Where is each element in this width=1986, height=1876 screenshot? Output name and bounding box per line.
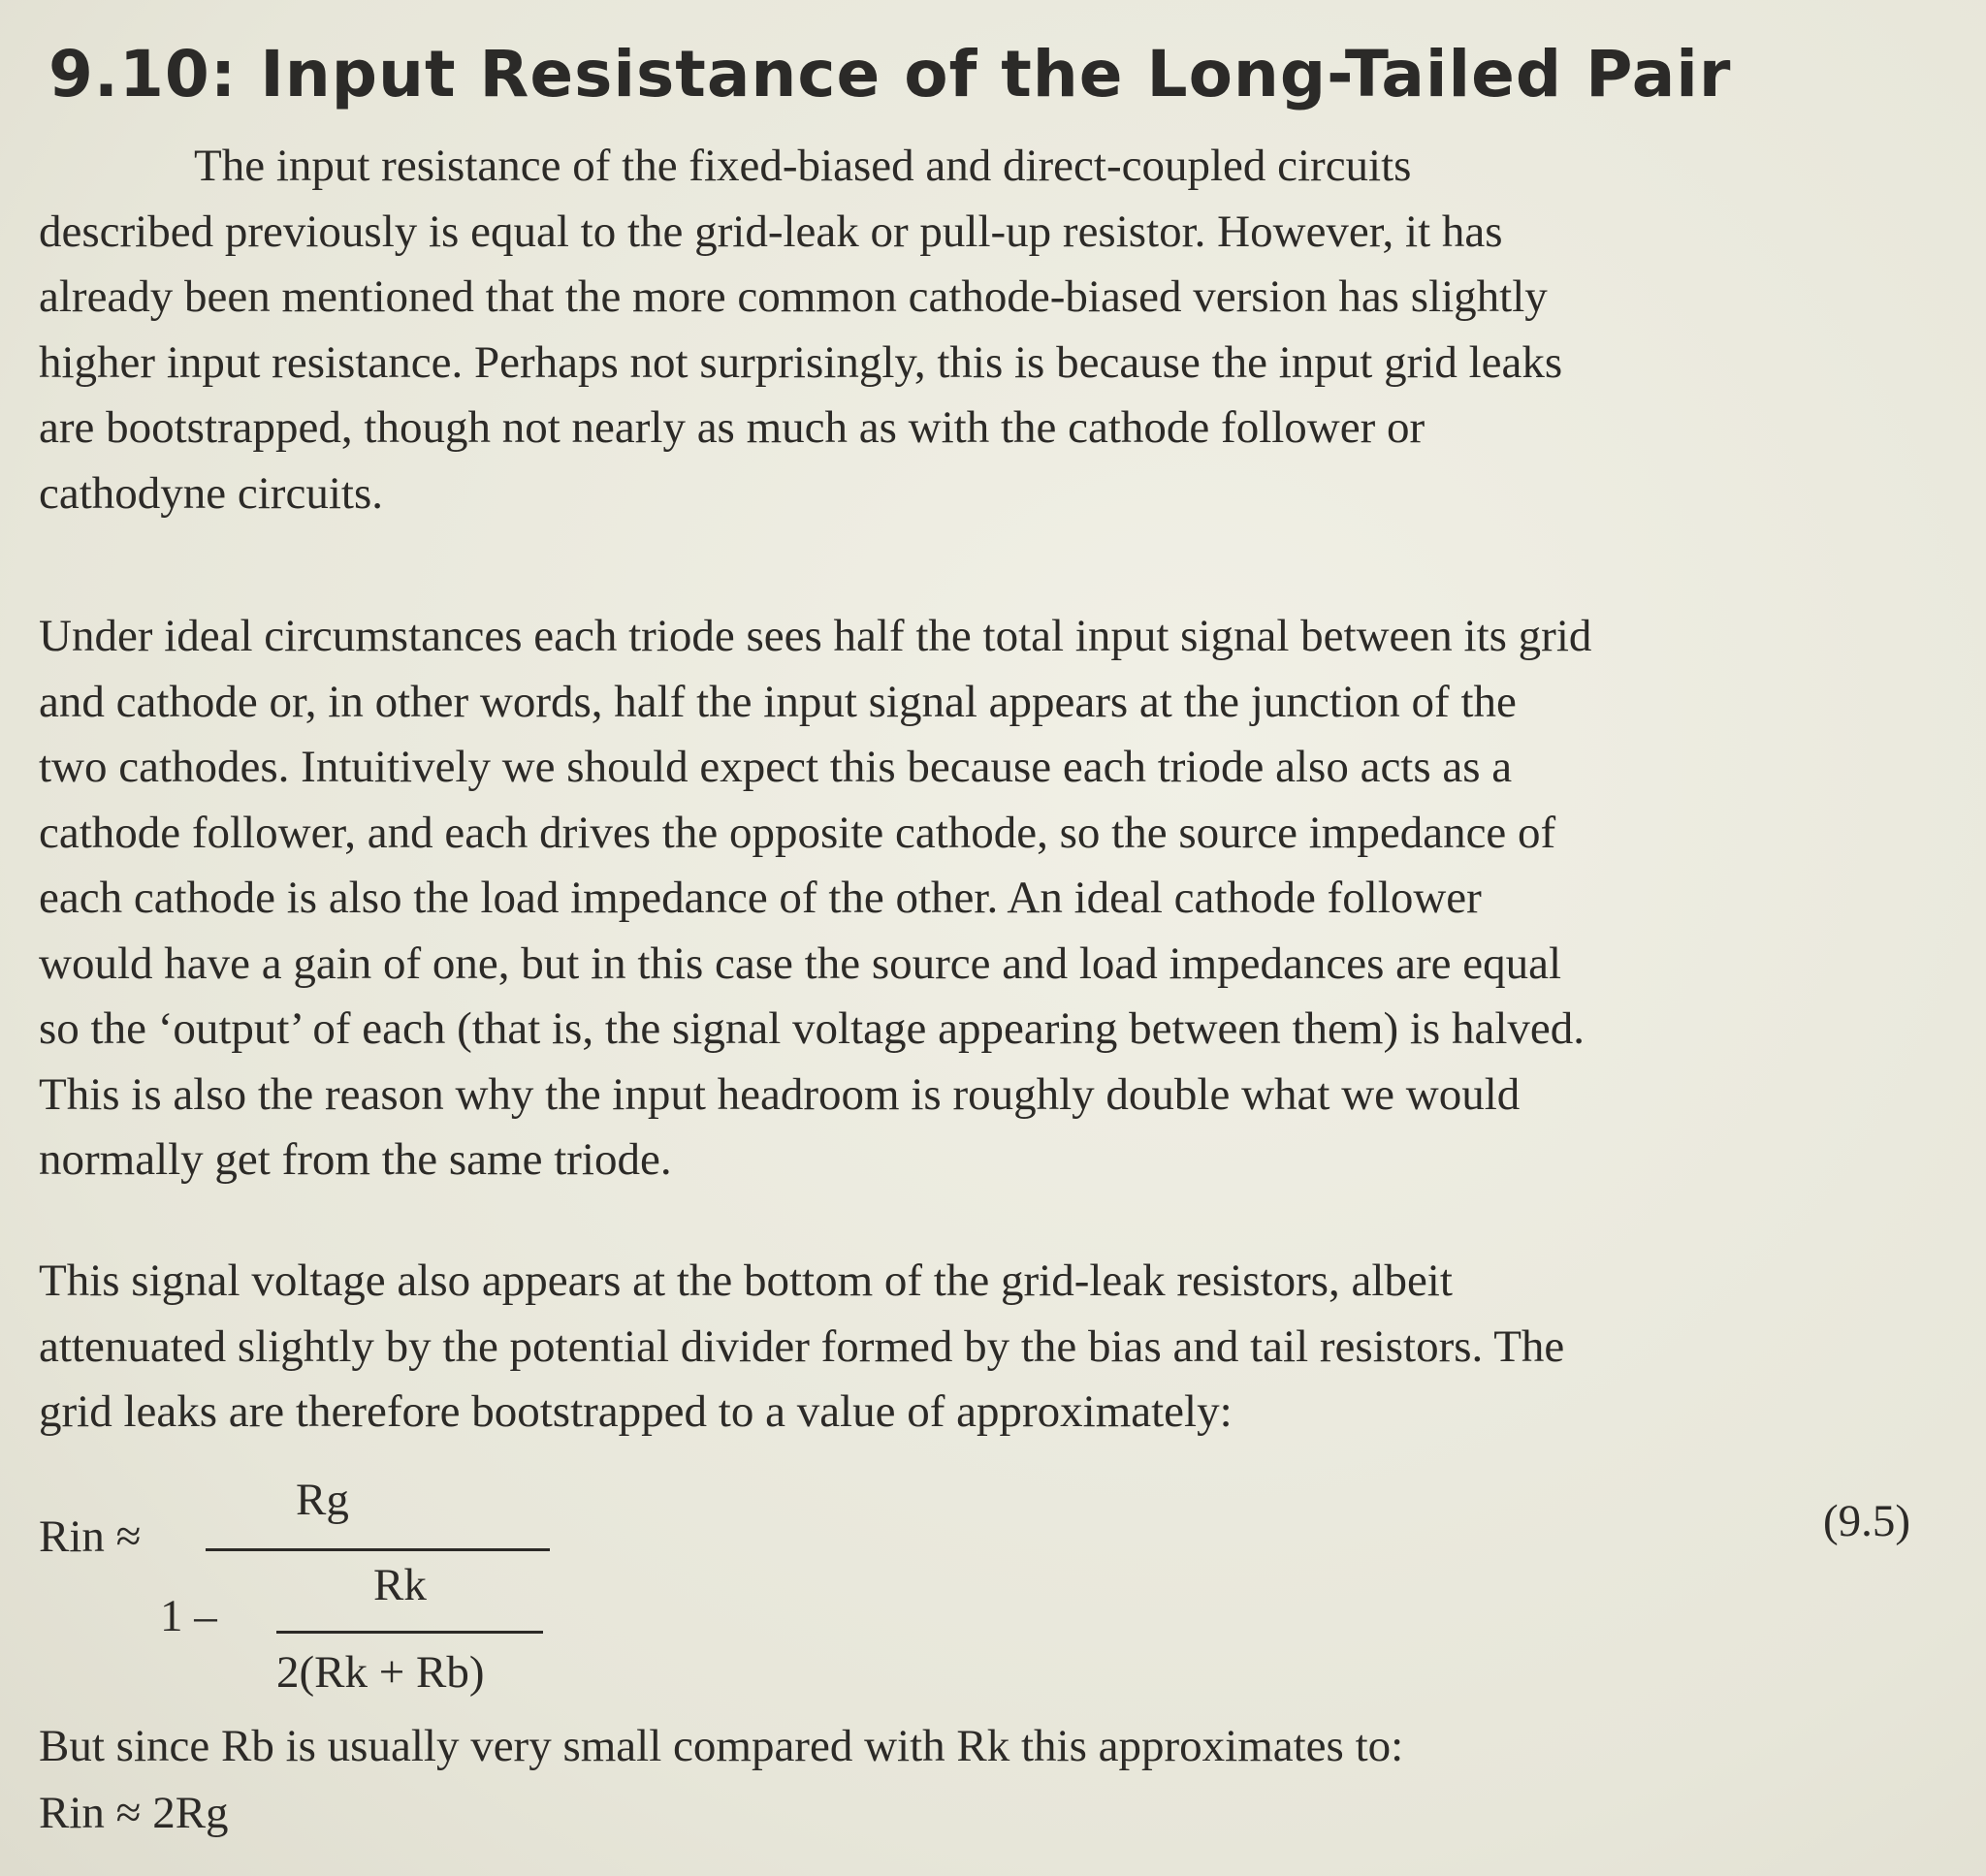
text-line: The input resistance of the fixed-biased and direct-coupled circuits [194, 141, 1412, 191]
text-line: higher input resistance. Perhaps not surprisingly, this is because the input grid leaks [39, 336, 1563, 388]
equation-one-minus: 1 – [160, 1591, 217, 1641]
paragraph-4: But since Rb is usually very small compared with Rk this approximates to: [39, 1721, 1404, 1771]
text-line: already been mentioned that the more common cathode-biased version has slightly [39, 271, 1548, 322]
fraction-bar-outer [206, 1548, 550, 1551]
paragraph-3 [39, 1249, 1910, 1446]
text-line: normally get from the same triode. [39, 1134, 672, 1185]
equation-inner-numerator: Rk [373, 1560, 427, 1610]
text-line: This signal voltage also appears at the bottom of the grid-leak resistors, albeit [39, 1256, 1453, 1306]
equation-lhs: Rin ≈ [39, 1511, 142, 1562]
text-line: each cathode is also the load impedance of the other. An ideal cathode follower [39, 873, 1482, 923]
text-line: attenuated slightly by the potential divider formed by the bias and tail resistors. The [39, 1320, 1565, 1372]
text-line: are bootstrapped, though not nearly as much as with the cathode follower or [39, 402, 1425, 453]
text-line: Under ideal circumstances each triode sees half the total input signal between its grid [39, 611, 1592, 661]
equation-inner-denominator: 2(Rk + Rb) [276, 1647, 485, 1698]
text-line: This is also the reason why the input headroom is roughly double what we would [39, 1068, 1521, 1120]
section-title: 9.10: Input Resistance of the Long-Tailed Pair [48, 37, 1732, 111]
text-line: cathode follower, and each drives the opposite cathode, so the source impedance of [39, 807, 1556, 858]
text-line: two cathodes. Intuitively we should expect this because each triode also acts as a [39, 742, 1513, 792]
paragraph-1 [39, 134, 1910, 526]
equation-9-5 [39, 1474, 1910, 1716]
fraction-bar-inner [276, 1631, 543, 1634]
text-line: and cathode or, in other words, half the input signal appears at the junction of the [39, 676, 1517, 727]
equation-numerator: Rg [296, 1475, 349, 1525]
text-line: grid leaks are therefore bootstrapped to a value of approximately: [39, 1386, 1233, 1437]
paragraph-2 [39, 604, 1910, 1193]
result-equation: Rin ≈ 2Rg [39, 1788, 229, 1838]
text-line: cathodyne circuits. [39, 467, 383, 519]
text-line: would have a gain of one, but in this case the source and load impedances are equal [39, 938, 1562, 989]
text-line: described previously is equal to the grid-leak or pull-up resistor. However, it has [39, 206, 1503, 257]
equation-number: (9.5) [1822, 1496, 1910, 1546]
text-line: so the ‘output’ of each (that is, the signal voltage appearing between them) is halved. [39, 1003, 1586, 1054]
